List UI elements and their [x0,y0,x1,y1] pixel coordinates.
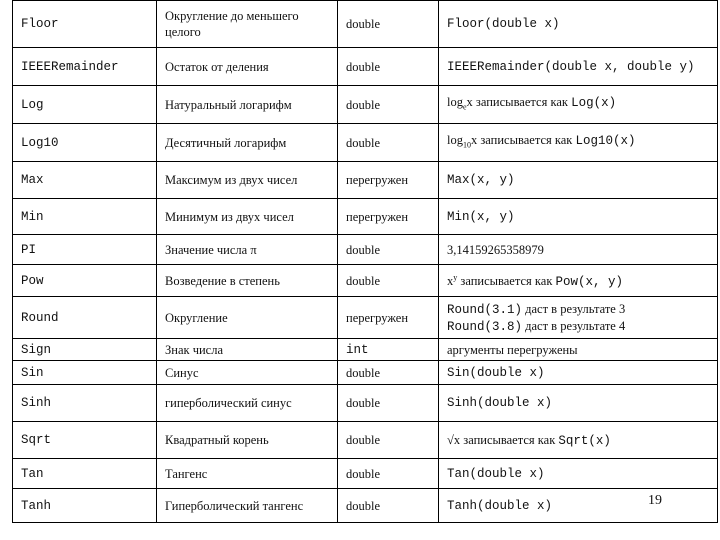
return-type: double [338,124,439,162]
table-row [13,1,718,48]
usage-example: Sinh(double x) [439,385,718,422]
usage-text: записывается как [457,274,556,289]
usage-code: Round(3.1) [447,302,523,317]
table-row [13,489,718,523]
function-name: Sign [13,339,157,361]
table-row [13,235,718,265]
function-description: Натуральный логарифм [157,86,338,124]
function-name: Sin [13,361,157,385]
usage-text: записывается как [477,132,576,147]
usage-example: аргументы перегружены [439,339,718,361]
function-description: Тангенс [157,459,338,489]
function-name: Log10 [13,124,157,162]
table-row [13,162,718,199]
return-type: double [338,489,439,523]
usage-sqrt: √x [447,432,461,447]
usage-log-base: e [462,102,467,112]
usage-example [439,422,718,459]
function-name: Floor [13,1,157,48]
usage-example: Max(x, y) [439,162,718,199]
function-description: Остаток от деления [157,48,338,86]
usage-text: записывается как [472,94,572,109]
function-description: Возведение в степень [157,265,338,297]
function-description: Десятичный логарифм [157,124,338,162]
return-type: перегружен [338,297,439,339]
usage-code: Pow(x, y) [555,275,624,290]
function-description: Округление до меньшего целого [157,1,338,48]
table-row [13,48,718,86]
return-type: double [338,361,439,385]
function-description: Значение числа π [157,235,338,265]
usage-code: Round(3.8) [447,319,523,334]
table-row [13,297,718,339]
table-row [13,339,718,361]
usage-example: Tanh(double x) [439,489,718,523]
usage-pow-exp: y [453,273,458,283]
usage-log-var: x [470,132,478,147]
function-name: Sinh [13,385,157,422]
function-name: Log [13,86,157,124]
usage-code: Log10(x) [575,133,636,148]
math-functions-table [12,0,718,523]
usage-text: даст в результате 3 [522,301,626,316]
usage-code: Sqrt(x) [558,433,611,448]
usage-text: даст в результате 4 [522,318,626,333]
usage-example: Tan(double x) [439,459,718,489]
usage-example: Floor(double x) [439,1,718,48]
return-type: double [338,235,439,265]
usage-example [439,86,718,124]
function-description: Максимум из двух чисел [157,162,338,199]
function-name: Max [13,162,157,199]
table-row [13,422,718,459]
return-type: перегружен [338,199,439,235]
function-name: PI [13,235,157,265]
page-number: 19 [648,493,662,508]
table-row [13,124,718,162]
return-type: double [338,48,439,86]
table-row [13,199,718,235]
table-row [13,361,718,385]
return-type: double [338,1,439,48]
table-row [13,86,718,124]
usage-example [439,265,718,297]
return-type: double [338,422,439,459]
function-description: Знак числа [157,339,338,361]
function-description: Квадратный корень [157,422,338,459]
function-name: Tanh [13,489,157,523]
table-row [13,459,718,489]
usage-line-1 [447,301,711,318]
return-type: double [338,459,439,489]
return-type: double [338,265,439,297]
function-description: Гиперболический тангенс [157,489,338,523]
usage-code: Log(x) [571,95,617,110]
function-name: Sqrt [13,422,157,459]
usage-example [439,124,718,162]
function-name: Round [13,297,157,339]
function-name: IEEERemainder [13,48,157,86]
usage-log-prefix: log [447,132,463,147]
usage-example: IEEERemainder(double x, double y) [439,48,718,86]
function-name: Min [13,199,157,235]
return-type: double [338,385,439,422]
function-description: Синус [157,361,338,385]
usage-text: записывается как [460,432,559,447]
function-description: Округление [157,297,338,339]
usage-log-base: 10 [462,140,471,150]
usage-log-var: x [466,94,473,109]
return-type: double [338,86,439,124]
usage-example: Sin(double x) [439,361,718,385]
function-name: Tan [13,459,157,489]
return-type: перегружен [338,162,439,199]
usage-example: Min(x, y) [439,199,718,235]
table-row [13,265,718,297]
return-type: int [338,339,439,361]
usage-example: 3,14159265358979 [439,235,718,265]
table-row [13,385,718,422]
function-description: гиперболический синус [157,385,338,422]
usage-line-2 [447,318,711,335]
function-description: Минимум из двух чисел [157,199,338,235]
usage-log-prefix: log [447,94,463,109]
usage-pow-base: x [447,274,454,289]
function-name: Pow [13,265,157,297]
usage-example [439,297,718,339]
